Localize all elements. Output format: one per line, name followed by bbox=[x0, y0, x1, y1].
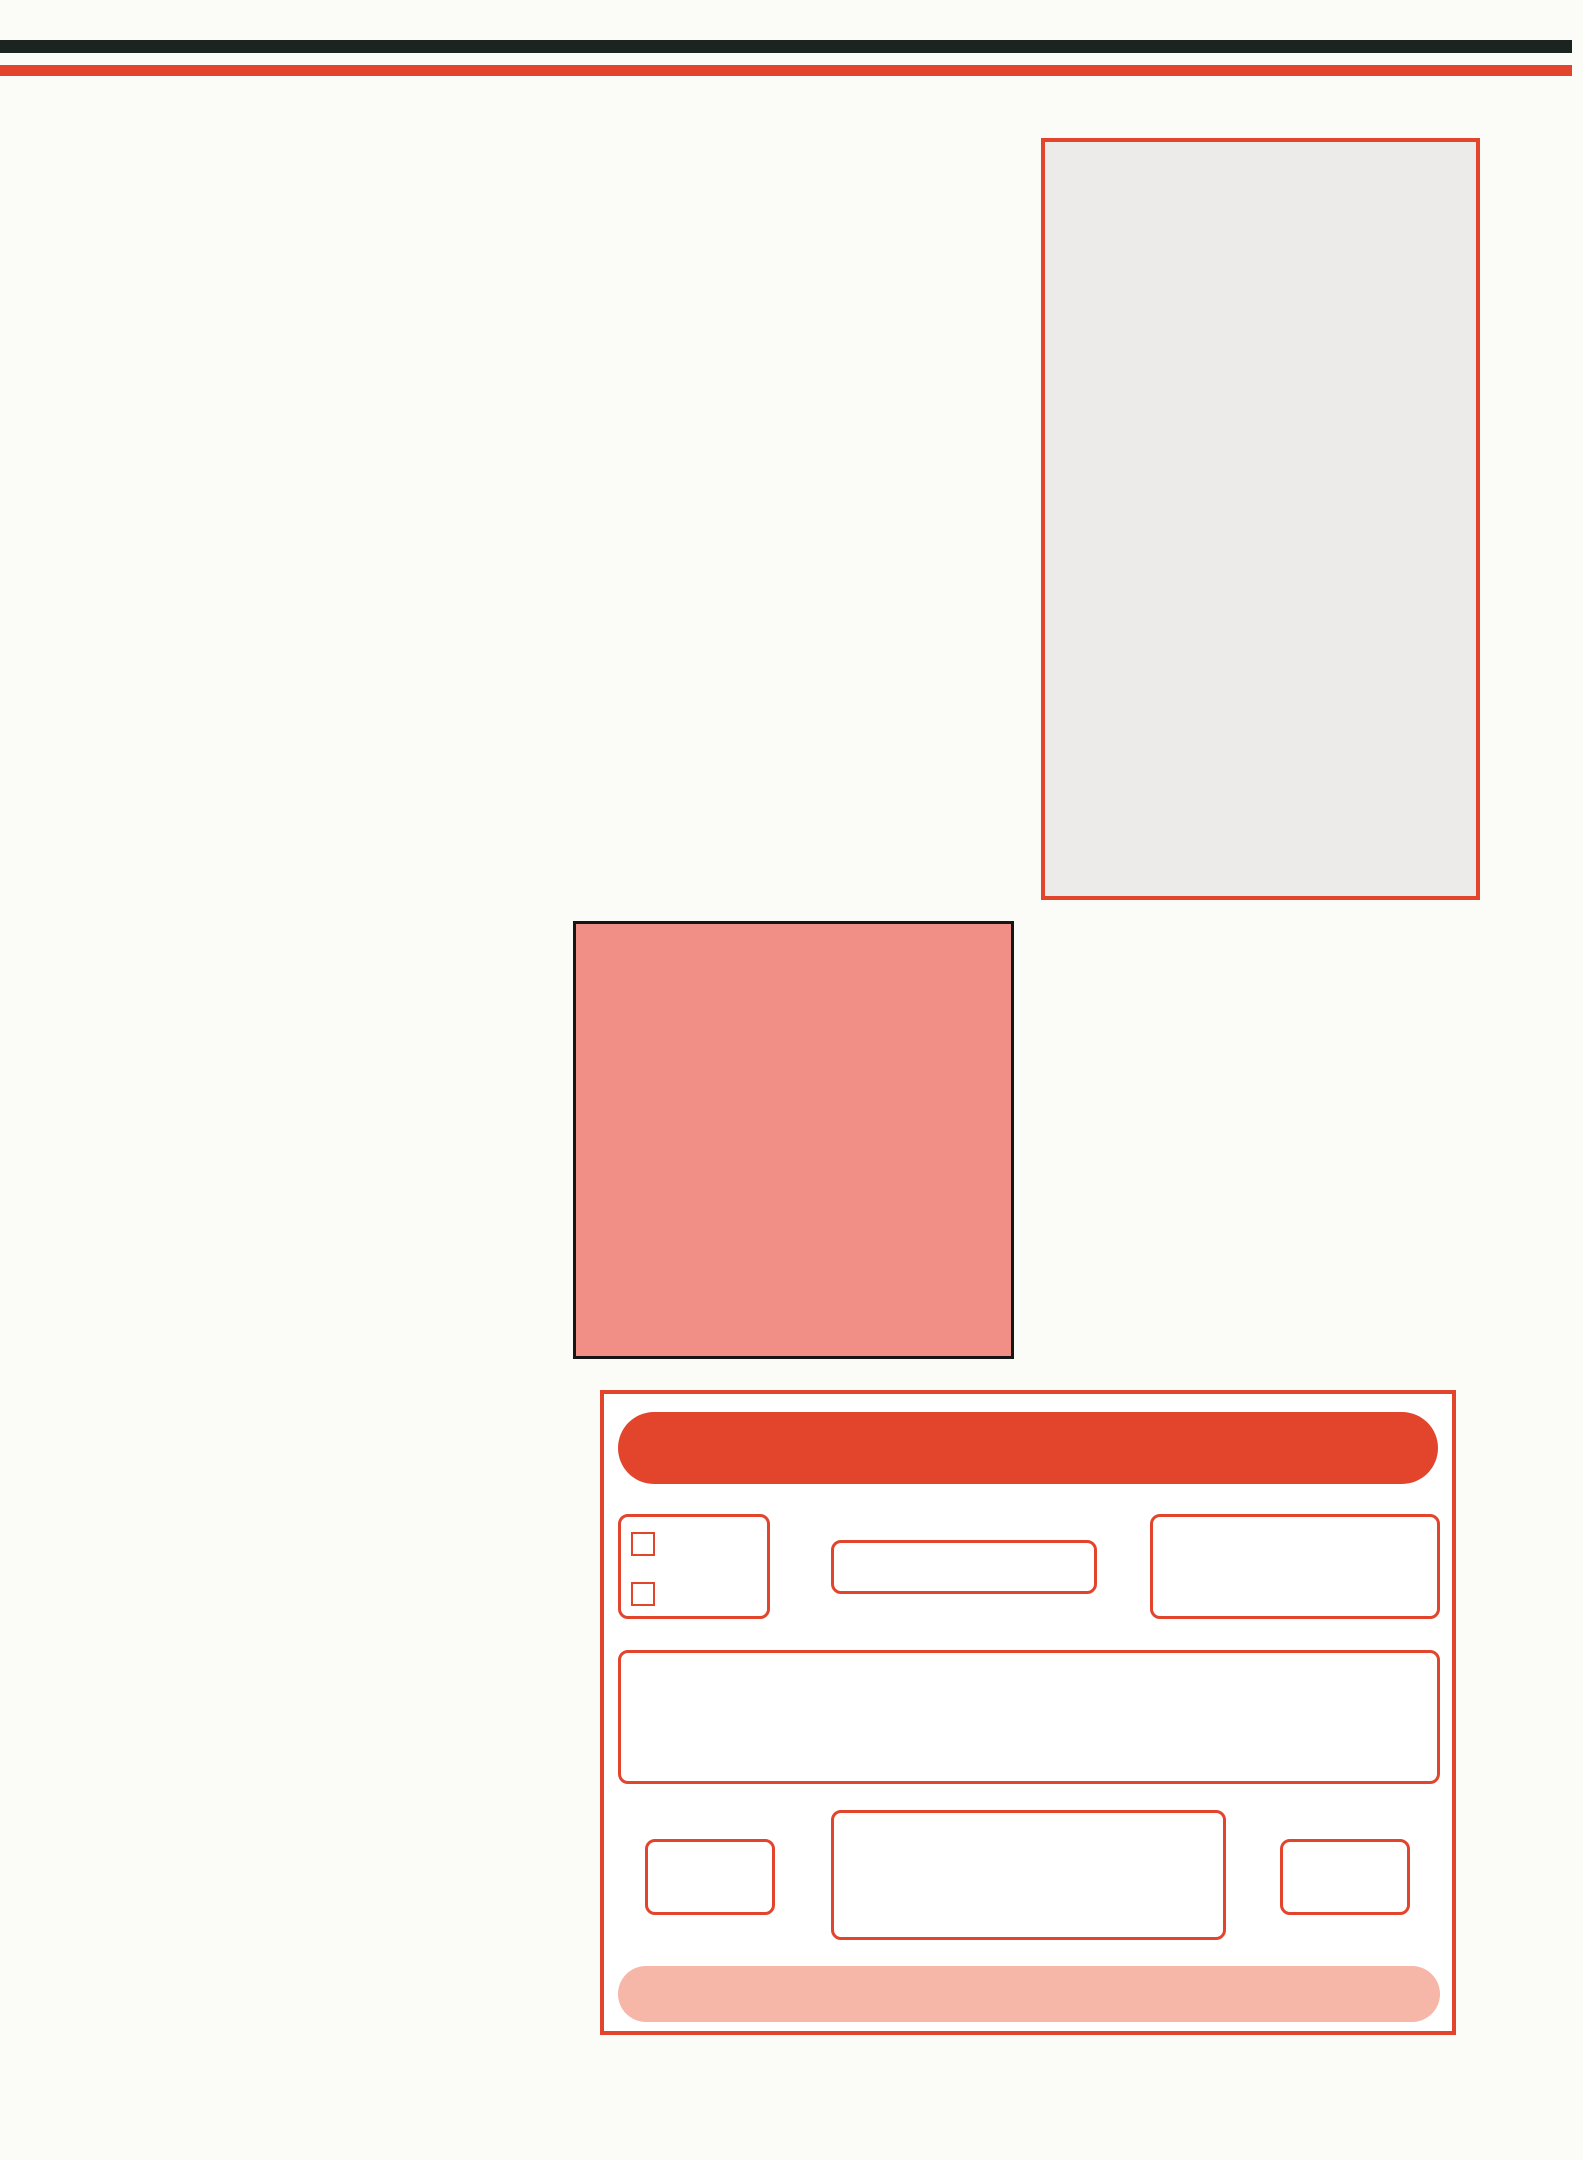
callout-box bbox=[573, 921, 1014, 1359]
envelope-graph-panel bbox=[618, 1650, 1440, 1784]
ruido-checkbox[interactable] bbox=[631, 1582, 655, 1606]
editor-screenshot bbox=[600, 1390, 1456, 2035]
column-3 bbox=[1040, 955, 1500, 1019]
top-rule-dark bbox=[0, 40, 1572, 53]
notes-keys-table bbox=[1041, 138, 1480, 900]
column-1 bbox=[97, 125, 537, 347]
indicators-panel bbox=[618, 1514, 770, 1619]
ruido-indicator[interactable] bbox=[631, 1579, 665, 1608]
editor-credits-bar bbox=[618, 1966, 1440, 2022]
teclado-panel bbox=[831, 1810, 1226, 1940]
tipo-panel bbox=[1280, 1839, 1410, 1915]
top-rule-red bbox=[0, 65, 1572, 76]
position-volume-panel bbox=[1150, 1514, 1440, 1619]
piano-keyboard bbox=[842, 1849, 1215, 1933]
octava-panel bbox=[831, 1540, 1097, 1594]
tono-indicator[interactable] bbox=[631, 1529, 665, 1558]
nota-panel bbox=[645, 1839, 775, 1915]
column-2 bbox=[568, 130, 1008, 274]
envelope-graph[interactable] bbox=[621, 1653, 1437, 1781]
tono-checkbox[interactable] bbox=[631, 1532, 655, 1556]
editor-title-bar bbox=[618, 1412, 1438, 1484]
